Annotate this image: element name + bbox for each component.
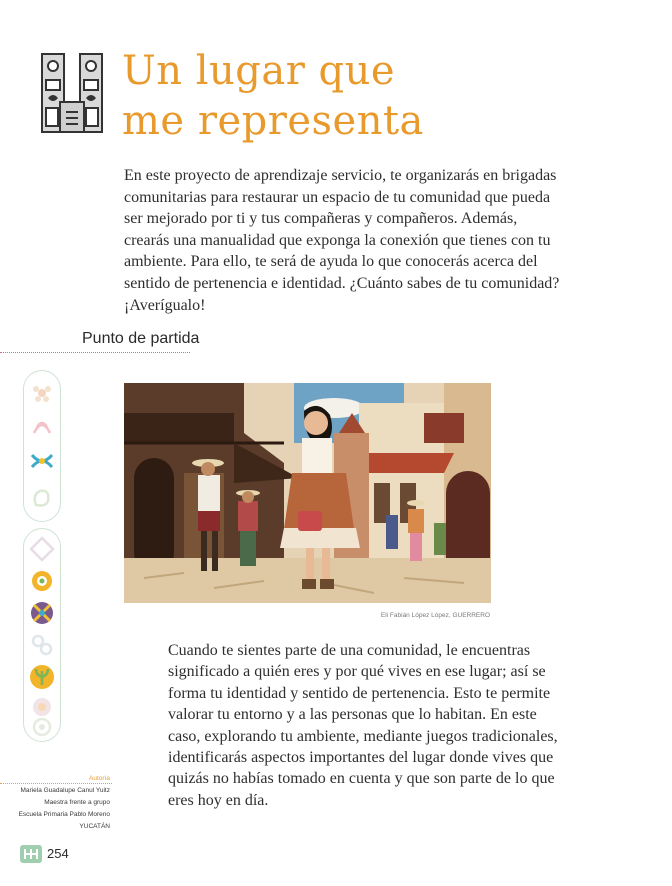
section-title: Punto de partida (82, 330, 200, 347)
page-logo-icon (20, 845, 42, 863)
nav-diamond-icon[interactable] (28, 535, 56, 563)
authors-label: Autoría (89, 775, 110, 782)
nav-link-icon[interactable] (28, 631, 56, 659)
author-name: Mariela Guadalupe Canul Yuitz (20, 787, 110, 794)
body-paragraph: Cuando te sientes parte de una comunidad, le encuentras significado a quién eres y por qué vives en ese lugar; así se forma tu identidad y sentido de pertenencia. Esto te permite valorar tu entorno y a las personas que lo habitan. En este caso, explorando tu ambiente, mediante juegos tradicionales, identificarás aspectos importantes del lugar donde vives que quizás no habías tomado en cuenta y que son parte de lo que eres hoy en día. (168, 642, 558, 809)
town-street-illustration (124, 383, 491, 603)
title-line-1: Un lugar que (122, 48, 396, 94)
page-number: 254 (47, 846, 69, 861)
title-line-2: me representa (122, 98, 424, 144)
nav-hand-icon[interactable] (28, 483, 56, 511)
page-title (122, 46, 424, 146)
nav-plant-icon[interactable] (28, 663, 56, 691)
nav-knot-icon[interactable] (28, 447, 56, 475)
decorative-letter-u-icon (40, 52, 104, 134)
nav-sun-icon[interactable] (28, 713, 56, 741)
nav-ring-icon[interactable] (28, 567, 56, 595)
nav-compass-icon[interactable] (28, 599, 56, 627)
author-school: Escuela Primaria Pablo Moreno (18, 811, 110, 818)
nav-capsule-upper (23, 370, 61, 522)
authors-block (10, 773, 110, 833)
section-divider (0, 352, 190, 353)
author-state: YUCATÁN (79, 823, 110, 830)
illustration-credit: Eli Fabián López López, GUERRERO (380, 612, 490, 619)
author-role: Maestra frente a grupo (44, 799, 110, 806)
nav-capsule-lower (23, 528, 61, 742)
nav-swirl-icon[interactable] (28, 413, 56, 441)
intro-paragraph: En este proyecto de aprendizaje servicio, te organizarás en brigadas comunitarias para restaurar un espacio de tu comunidad que pueda ser mejorado por ti y tus compañeras y compañeros. Además, crearás una manualidad que exponga la conexión que tienes con tu ambiente. Para ello, te será de ayuda lo que conocerás acerca del sentido de pertenencia e identidad. ¿Cuánto sabes de tu comunidad? ¡Averígualo! (124, 167, 560, 314)
nav-flower-icon[interactable] (28, 379, 56, 407)
